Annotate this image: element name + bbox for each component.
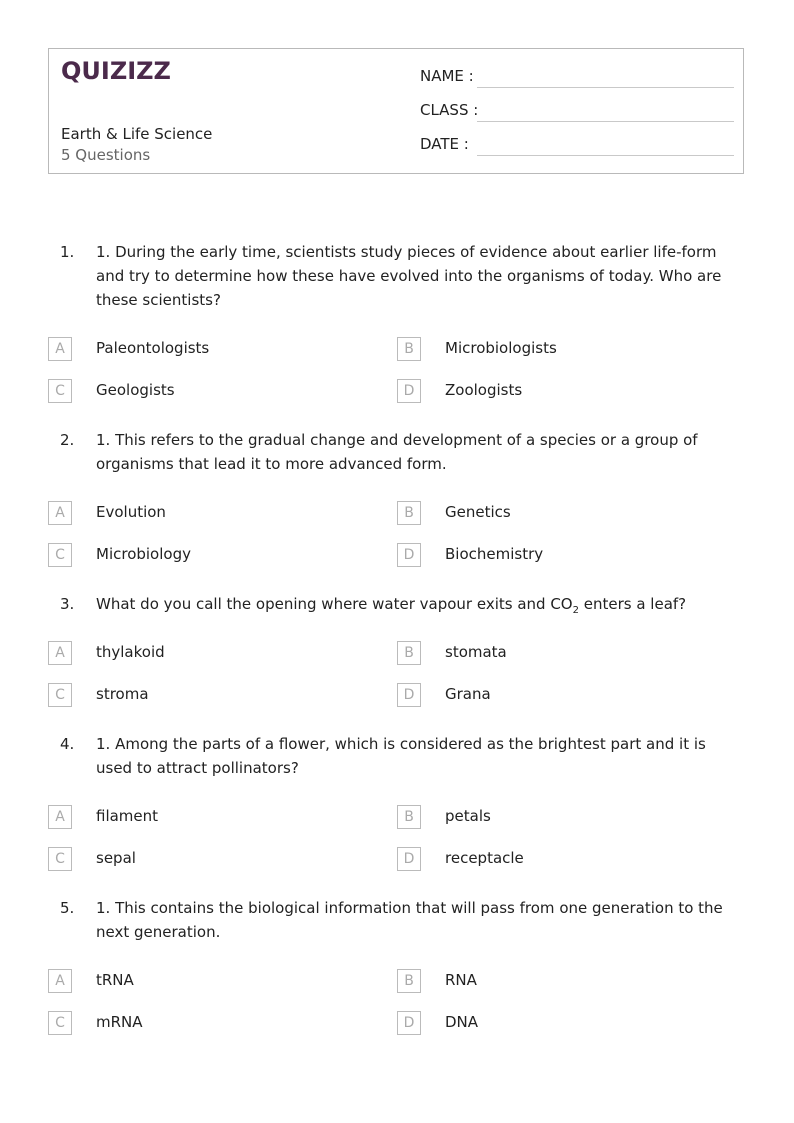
option-text: Grana [445, 685, 491, 703]
option-text: stomata [445, 643, 507, 661]
option-b[interactable] [397, 501, 697, 525]
class-label: CLASS : [420, 101, 479, 119]
question-number: 5. [60, 899, 75, 917]
option-text: petals [445, 807, 491, 825]
question-count: 5 Questions [61, 146, 151, 164]
option-letter-box[interactable]: D [397, 543, 421, 567]
option-letter-box[interactable]: A [48, 501, 72, 525]
question-number: 4. [60, 735, 75, 753]
option-b[interactable] [397, 969, 697, 993]
option-letter-box[interactable]: C [48, 379, 72, 403]
question-text-end: enters a leaf? [578, 595, 687, 613]
option-text: tRNA [96, 971, 134, 989]
option-b[interactable] [397, 641, 697, 665]
subscript: 2 [572, 605, 579, 616]
option-text: Paleontologists [96, 339, 210, 357]
option-b[interactable] [397, 337, 697, 361]
option-d[interactable] [397, 543, 697, 567]
name-line[interactable] [477, 87, 734, 88]
option-letter-box[interactable]: A [48, 641, 72, 665]
option-letter-box[interactable]: B [397, 641, 421, 665]
option-a[interactable] [48, 641, 348, 665]
option-text: Genetics [445, 503, 511, 521]
question-number: 1. [60, 243, 75, 261]
class-field[interactable] [420, 101, 734, 125]
option-letter-box[interactable]: C [48, 543, 72, 567]
option-letter-box[interactable]: C [48, 1011, 72, 1035]
option-letter-box[interactable]: D [397, 683, 421, 707]
option-b[interactable] [397, 805, 697, 829]
option-text: Evolution [96, 503, 166, 521]
option-d[interactable] [397, 683, 697, 707]
name-label: NAME : [420, 67, 474, 85]
question-text: 1. During the early time, scientists study pieces of evidence about earlier life-form and try to determine how these have evolved into the organisms of today. Who are these scientists? [96, 243, 722, 309]
option-letter-box[interactable]: B [397, 337, 421, 361]
option-letter-box[interactable]: D [397, 379, 421, 403]
option-text: stroma [96, 685, 149, 703]
option-c[interactable] [48, 1011, 348, 1035]
question-text: 1. Among the parts of a flower, which is considered as the brightest part and it is used to attract pollinators? [96, 735, 706, 777]
option-text: filament [96, 807, 159, 825]
option-letter-box[interactable]: D [397, 1011, 421, 1035]
option-a[interactable] [48, 501, 348, 525]
option-text: Geologists [96, 381, 175, 399]
option-letter-box[interactable]: A [48, 805, 72, 829]
worksheet-header [48, 48, 744, 174]
option-text: thylakoid [96, 643, 165, 661]
question-number: 3. [60, 595, 75, 613]
name-field[interactable] [420, 67, 734, 91]
class-line[interactable] [477, 121, 734, 122]
date-label: DATE : [420, 135, 469, 153]
option-letter-box[interactable]: B [397, 805, 421, 829]
option-d[interactable] [397, 379, 697, 403]
option-letter-box[interactable]: B [397, 969, 421, 993]
option-c[interactable] [48, 543, 348, 567]
option-letter-box[interactable]: D [397, 847, 421, 871]
option-text: DNA [445, 1013, 479, 1031]
option-text: sepal [96, 849, 136, 867]
option-a[interactable] [48, 805, 348, 829]
option-c[interactable] [48, 683, 348, 707]
question-text: 1. This contains the biological information that will pass from one generation to the next generation. [96, 899, 723, 941]
question-text-start: What do you call the opening where water vapour exits and CO [96, 595, 573, 613]
option-a[interactable] [48, 969, 348, 993]
quizizz-logo: QUIZIZZ [61, 57, 171, 85]
option-letter-box[interactable]: C [48, 683, 72, 707]
option-text: Microbiologists [445, 339, 557, 357]
option-letter-box[interactable]: C [48, 847, 72, 871]
option-a[interactable] [48, 337, 348, 361]
option-text: Zoologists [445, 381, 523, 399]
question-text: 1. This refers to the gradual change and development of a species or a group of organisms that lead it to more advanced form. [96, 431, 698, 473]
option-d[interactable] [397, 847, 697, 871]
option-text: Biochemistry [445, 545, 544, 563]
option-text: Microbiology [96, 545, 191, 563]
option-d[interactable] [397, 1011, 697, 1035]
option-letter-box[interactable]: A [48, 337, 72, 361]
option-text: mRNA [96, 1013, 143, 1031]
option-c[interactable] [48, 379, 348, 403]
option-letter-box[interactable]: A [48, 969, 72, 993]
option-c[interactable] [48, 847, 348, 871]
date-line[interactable] [477, 155, 734, 156]
date-field[interactable] [420, 135, 734, 159]
question-text [96, 592, 736, 623]
worksheet-title: Earth & Life Science [61, 125, 213, 143]
option-text: RNA [445, 971, 477, 989]
option-text: receptacle [445, 849, 524, 867]
question-number: 2. [60, 431, 75, 449]
option-letter-box[interactable]: B [397, 501, 421, 525]
